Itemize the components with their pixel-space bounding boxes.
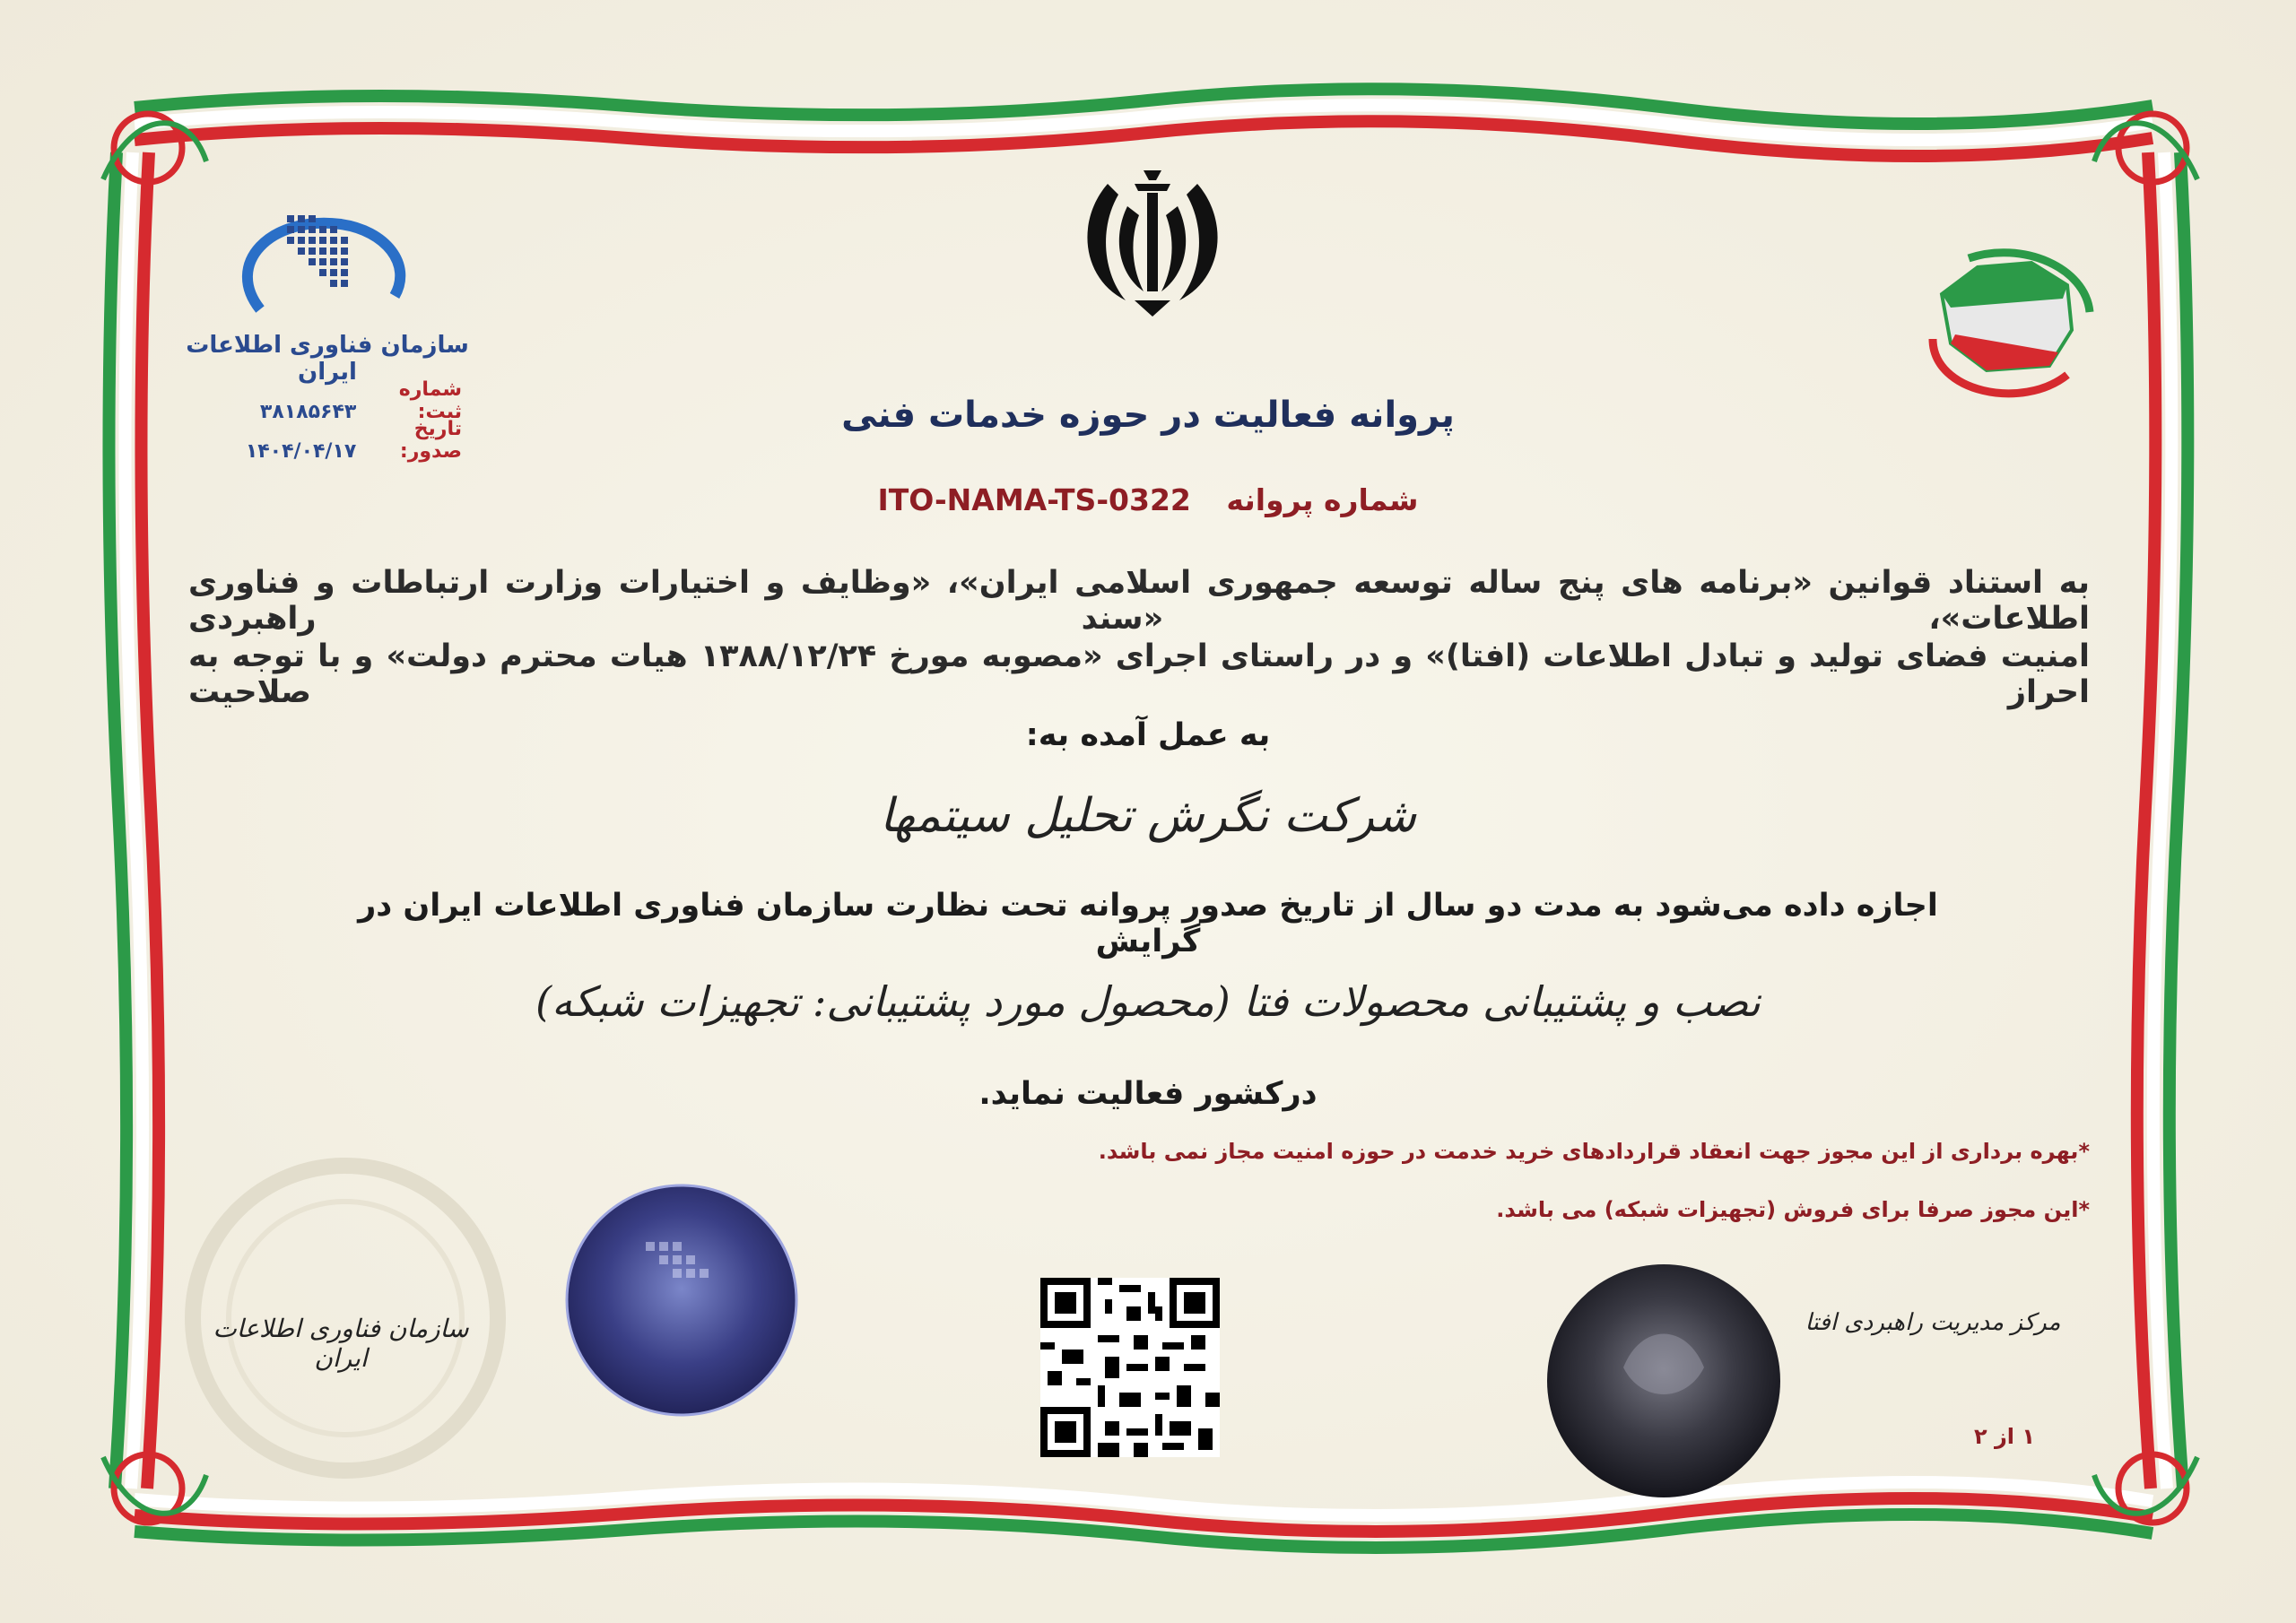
registration-label: شماره ثبت: <box>398 378 462 423</box>
license-number-label: شماره پروانه <box>1226 482 1419 517</box>
issue-date-value: ۱۴۰۴/۰۴/۱۷ <box>245 440 357 463</box>
ito-signature-label: سازمان فناوری اطلاعات ایران <box>213 1314 469 1373</box>
afta-signature-label: مرکز مدیریت راهبردی افتا <box>1805 1309 2061 1336</box>
issue-date-label: تاریخ صدور: <box>399 418 462 463</box>
registration-number: ۳۸۱۸۵۶۴۳ <box>259 401 357 423</box>
permission-line: اجازه داده می‌شود به مدت دو سال از تاریخ صدور پروانه تحت نظارت سازمان فناوری اطلاعات ایران در گرایش <box>358 888 1938 959</box>
license-number-line <box>700 482 1596 517</box>
body-line-1: به استناد قوانین «برنامه های پنج ساله توسعه جمهوری اسلامی ایران»، «وظایف و اختیارات وزارت ارتباطات و فناوری اطلاعات»، «سند راهبردی <box>188 565 2090 637</box>
company-name: شرکت نگرش تحلیل سیتمها <box>879 789 1417 843</box>
iran-emblem-icon <box>1072 166 1233 318</box>
page-number: ۱ از ۲ <box>1973 1424 2036 1449</box>
afta-hologram-icon <box>1543 1260 1785 1502</box>
issue-date-row <box>193 418 462 463</box>
closing-line: درکشور فعالیت نماید. <box>978 1076 1318 1112</box>
national-standard-logo-icon <box>1915 240 2103 411</box>
issued-to-label: به عمل آمده به: <box>1025 717 1271 753</box>
ito-logo-icon <box>233 211 413 327</box>
body-line-2: امنیت فضای تولید و تبادل اطلاعات (افتا)» و در راستای اجرای «مصوبه مورخ ۱۳۸۸/۱۲/۲۴ هیات محترم دولت» و با توجه به احراز صلاحیت <box>188 638 2090 710</box>
registration-row <box>193 378 462 423</box>
license-field: نصب و پشتیبانی محصولات فتا (محصول مورد پشتیبانی: تجهیزات شبکه) <box>535 977 1761 1026</box>
note-1: *بهره برداری از این مجوز جهت انعقاد قراردادهای خرید خدمت در حوزه امنیت مجاز نمی باشد. <box>1098 1139 2090 1164</box>
qr-code-icon <box>1040 1278 1220 1457</box>
note-2: *این مجوز صرفا برای فروش (تجهیزات شبکه) می باشد. <box>1496 1197 2090 1222</box>
ito-organization-name: سازمان فناوری اطلاعات ایران <box>186 332 469 386</box>
certificate-title: پروانه فعالیت در حوزه خدمات فنی <box>841 395 1455 436</box>
license-number-value: ITO-NAMA-TS-0322 <box>877 482 1191 517</box>
hologram-sticker-icon <box>561 1179 803 1421</box>
